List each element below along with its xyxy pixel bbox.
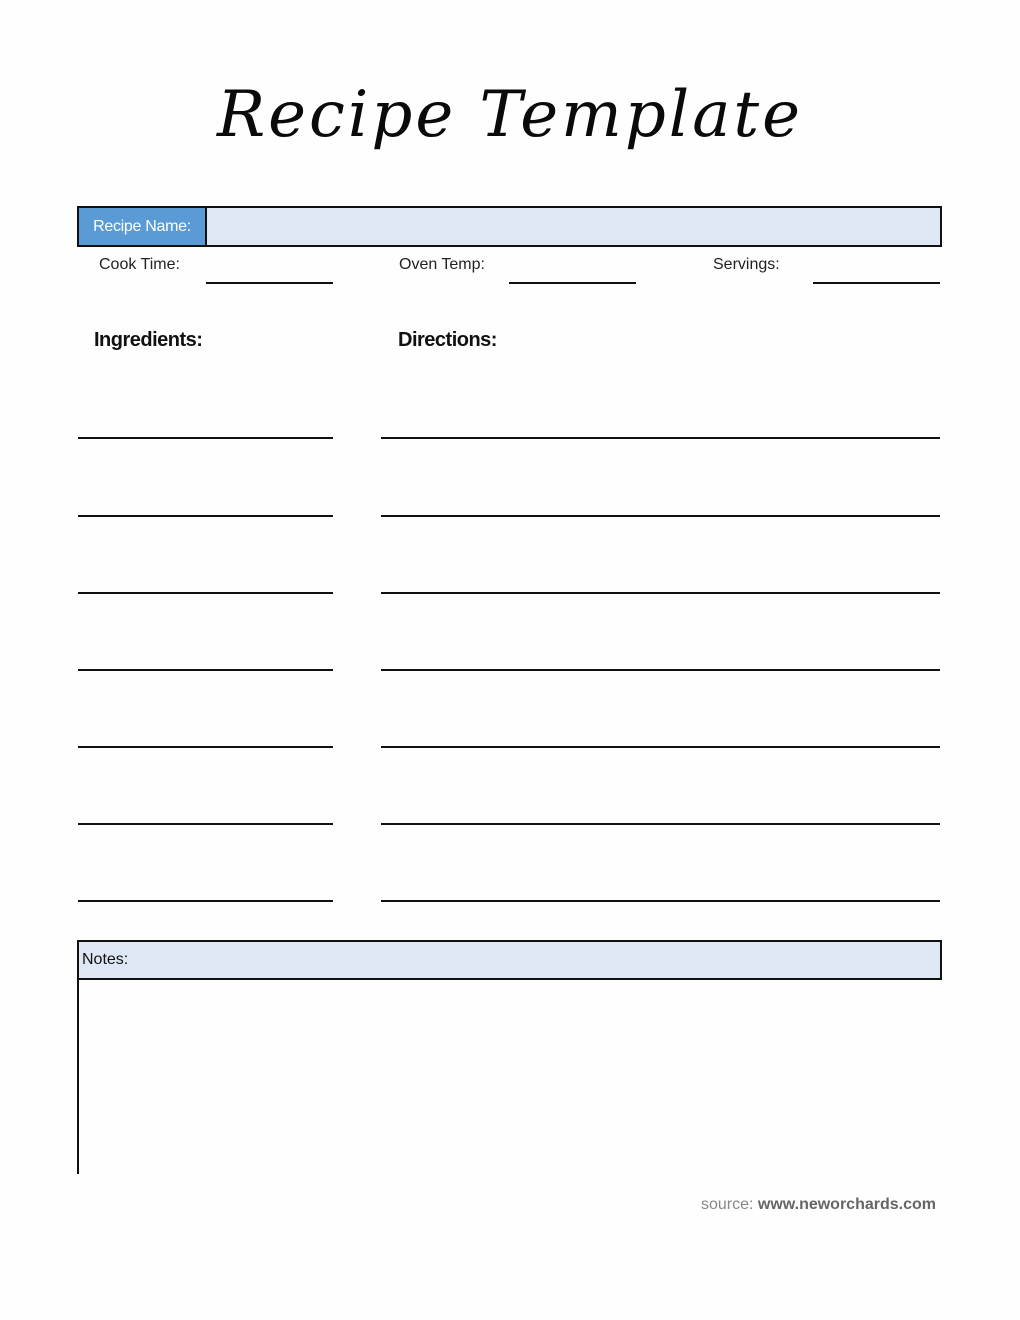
source-link[interactable]: www.neworchards.com bbox=[757, 1196, 936, 1213]
servings-label: Servings: bbox=[713, 256, 780, 273]
direction-line[interactable] bbox=[381, 823, 940, 825]
ingredients-heading: Ingredients: bbox=[94, 329, 203, 351]
ingredient-line[interactable] bbox=[78, 823, 333, 825]
direction-line[interactable] bbox=[381, 437, 940, 439]
ingredient-line[interactable] bbox=[78, 592, 333, 594]
notes-box bbox=[77, 940, 942, 1174]
source-credit bbox=[701, 1196, 936, 1214]
directions-heading: Directions: bbox=[398, 329, 497, 351]
oven-temp-input[interactable] bbox=[509, 282, 636, 284]
page-title: Recipe Template bbox=[216, 78, 804, 152]
direction-line[interactable] bbox=[381, 746, 940, 748]
servings-input[interactable] bbox=[813, 282, 940, 284]
recipe-name-input[interactable] bbox=[207, 208, 940, 245]
ingredient-line[interactable] bbox=[78, 900, 333, 902]
cook-time-label: Cook Time: bbox=[99, 256, 180, 273]
ingredient-line[interactable] bbox=[78, 669, 333, 671]
recipe-name-row bbox=[77, 206, 942, 247]
direction-line[interactable] bbox=[381, 592, 940, 594]
direction-line[interactable] bbox=[381, 900, 940, 902]
ingredient-line[interactable] bbox=[78, 746, 333, 748]
direction-line[interactable] bbox=[381, 669, 940, 671]
recipe-name-label: Recipe Name: bbox=[79, 208, 207, 245]
ingredient-line[interactable] bbox=[78, 437, 333, 439]
oven-temp-label: Oven Temp: bbox=[399, 256, 485, 273]
notes-label: Notes: bbox=[79, 942, 940, 980]
cook-time-input[interactable] bbox=[206, 282, 333, 284]
direction-line[interactable] bbox=[381, 515, 940, 517]
notes-textarea[interactable] bbox=[79, 980, 944, 1174]
source-prefix: source: bbox=[700, 1196, 754, 1213]
ingredient-line[interactable] bbox=[78, 515, 333, 517]
